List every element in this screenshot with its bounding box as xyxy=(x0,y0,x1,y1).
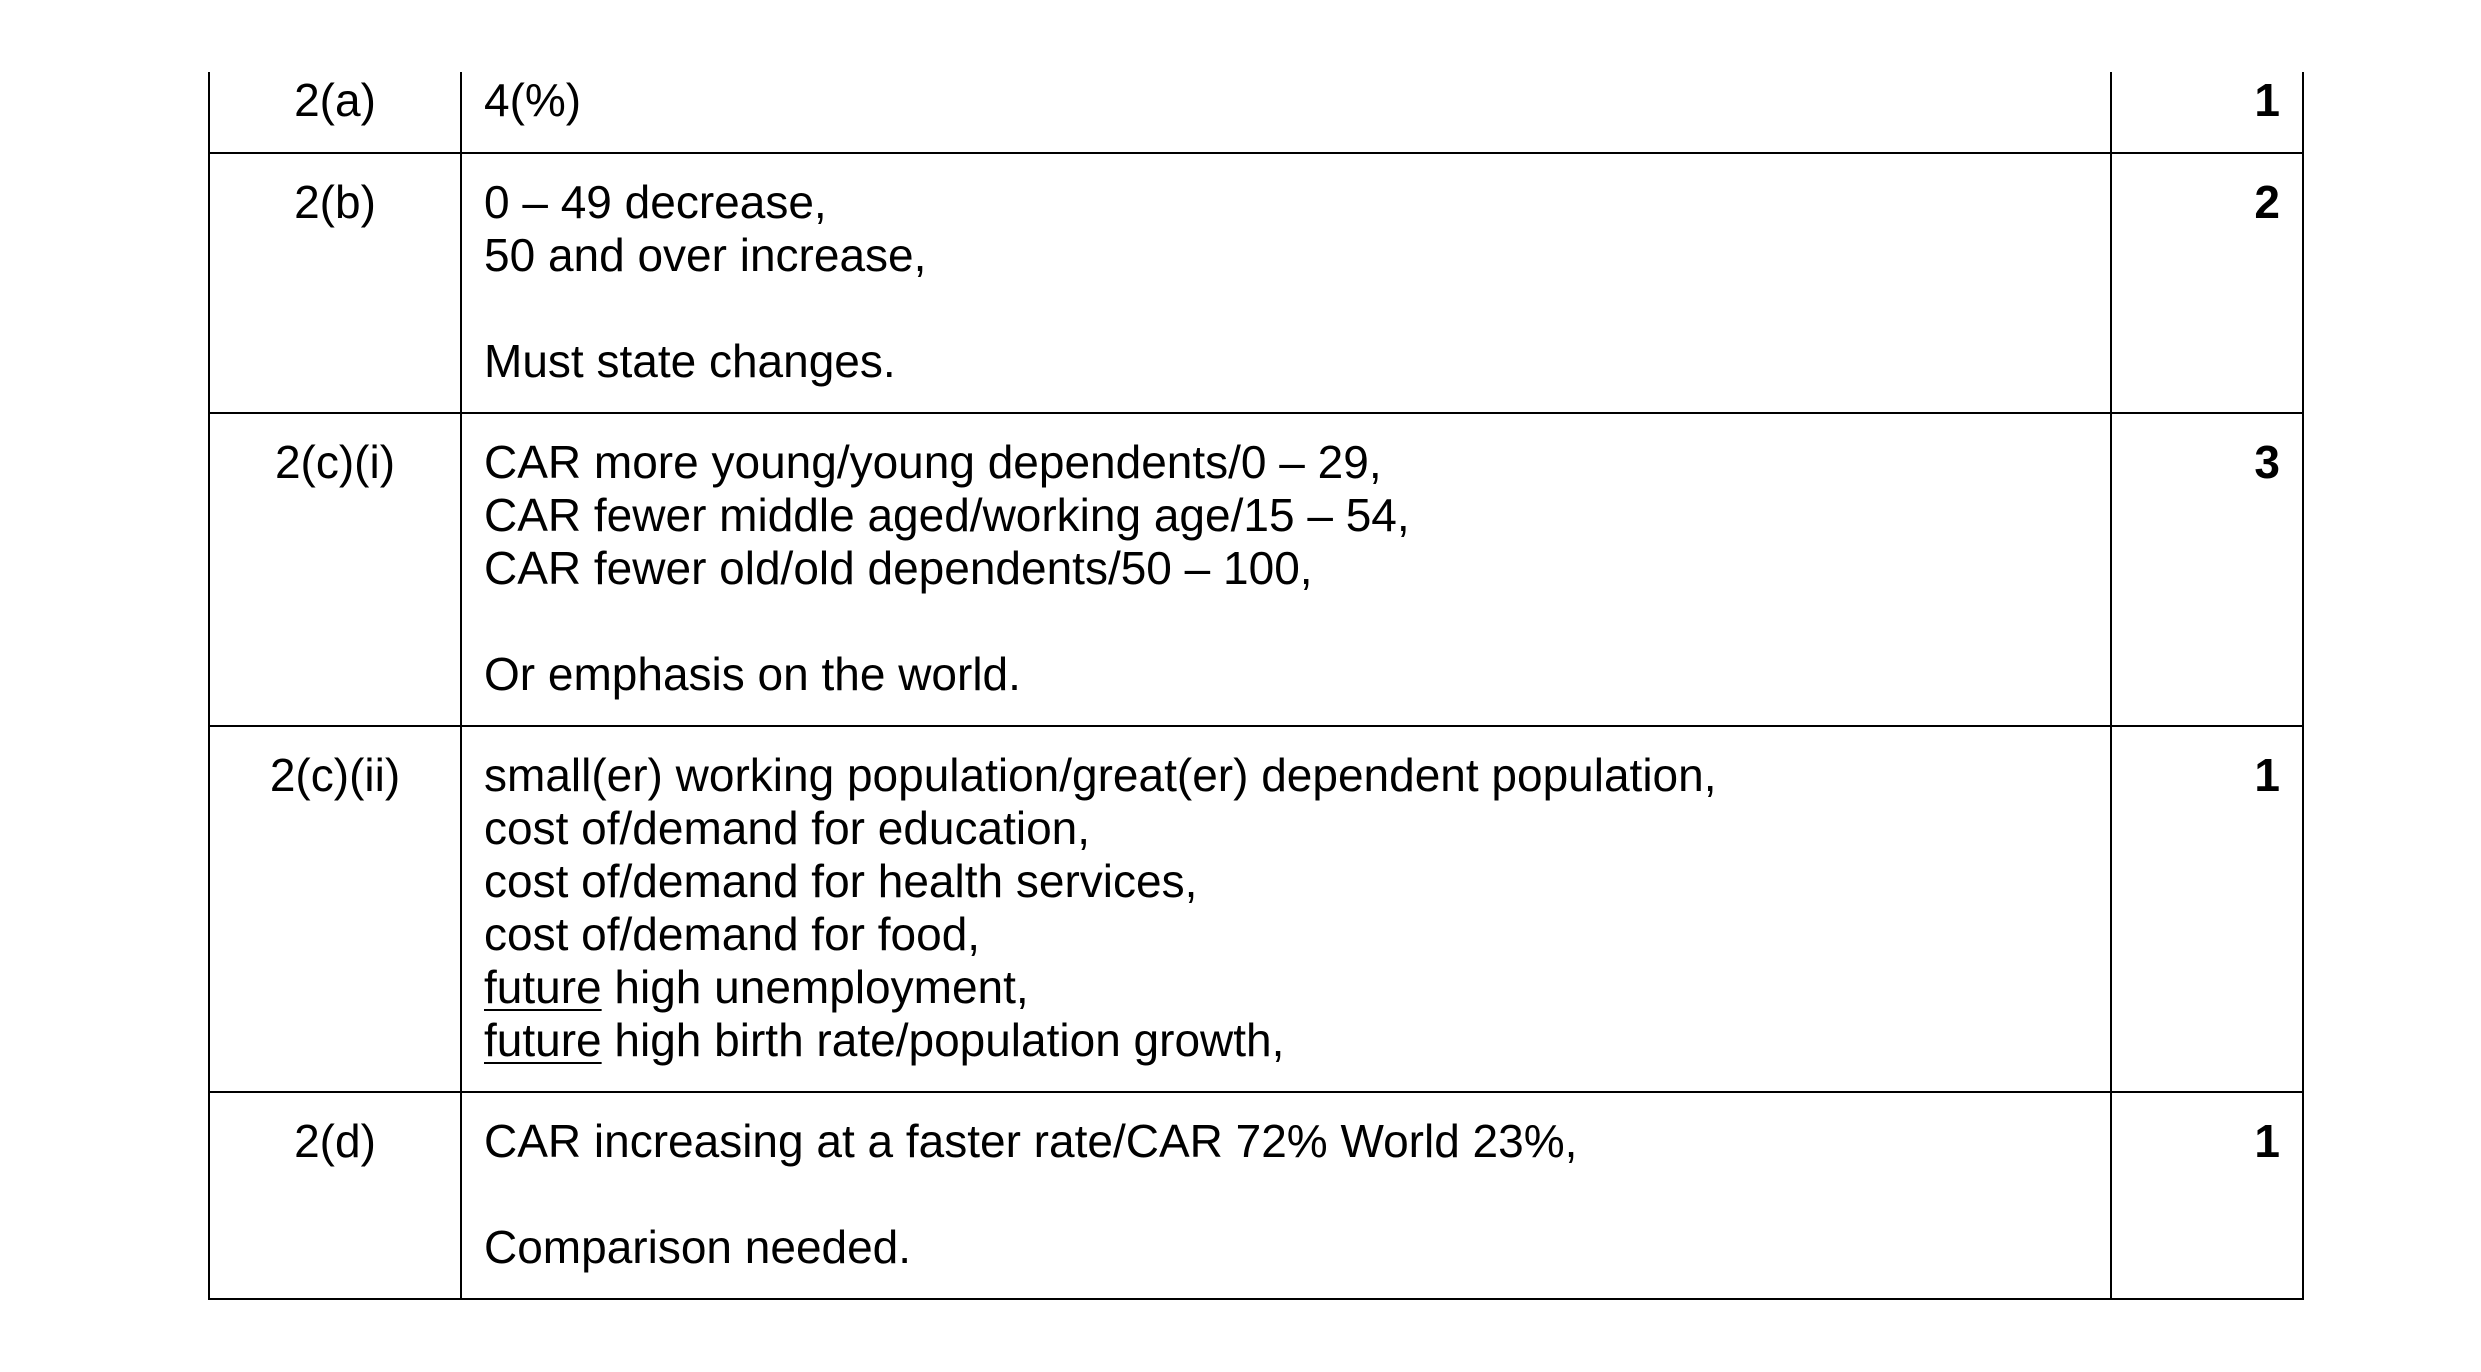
answer-line: CAR increasing at a faster rate/CAR 72% World 23%, xyxy=(484,1115,1578,1167)
answer-cell xyxy=(461,1092,2111,1299)
guidance-note: Or emphasis on the world. xyxy=(484,648,1021,700)
question-number-cell xyxy=(209,1092,461,1299)
answer-line: cost of/demand for food, xyxy=(484,908,981,960)
answer-line: cost of/demand for education, xyxy=(484,802,1091,854)
answer-line-tail: high unemployment, xyxy=(601,961,1029,1013)
underlined-word: future xyxy=(484,961,602,1013)
question-number-cell xyxy=(209,72,461,153)
answer-cell xyxy=(461,153,2111,413)
guidance-note: Comparison needed. xyxy=(484,1221,912,1273)
table-row xyxy=(209,72,2303,153)
marks-cell xyxy=(2111,413,2303,726)
answer-line: cost of/demand for health services, xyxy=(484,855,1198,907)
question-number: 2(d) xyxy=(294,1115,376,1167)
marks-value: 1 xyxy=(2254,74,2280,126)
answer-line: small(er) working population/great(er) dependent population, xyxy=(484,749,1717,801)
question-number: 2(c)(i) xyxy=(274,436,396,488)
question-number: 2(b) xyxy=(294,176,376,228)
table-row xyxy=(209,413,2303,726)
answer-line: 4(%) xyxy=(484,74,582,126)
mark-scheme-table xyxy=(208,72,2304,1300)
marks-cell xyxy=(2111,726,2303,1092)
marks-cell xyxy=(2111,1092,2303,1299)
marks-value: 3 xyxy=(2254,436,2280,488)
answer-cell xyxy=(461,72,2111,153)
question-number-cell xyxy=(209,413,461,726)
marks-value: 2 xyxy=(2254,176,2280,228)
marks-cell xyxy=(2111,72,2303,153)
question-number-cell xyxy=(209,726,461,1092)
table-row xyxy=(209,153,2303,413)
answer-line-tail: high birth rate/population growth, xyxy=(601,1014,1285,1066)
answer-cell xyxy=(461,726,2111,1092)
marks-value: 1 xyxy=(2254,749,2280,801)
question-number: 2(a) xyxy=(294,74,376,126)
marks-cell xyxy=(2111,153,2303,413)
answer-line: CAR more young/young dependents/0 – 29, xyxy=(484,436,1382,488)
answer-line xyxy=(484,961,2110,1014)
answer-cell xyxy=(461,413,2111,726)
answer-line: CAR fewer middle aged/working age/15 – 54, xyxy=(484,489,1410,541)
underlined-word: future xyxy=(484,1014,602,1066)
answer-line xyxy=(484,1014,2110,1067)
table-row xyxy=(209,1092,2303,1299)
answer-line: 0 – 49 decrease, xyxy=(484,176,827,228)
question-number: 2(c)(ii) xyxy=(269,749,401,801)
marks-value: 1 xyxy=(2254,1115,2280,1167)
guidance-note: Must state changes. xyxy=(484,335,896,387)
table-row xyxy=(209,726,2303,1092)
answer-line: CAR fewer old/old dependents/50 – 100, xyxy=(484,542,1313,594)
question-number-cell xyxy=(209,153,461,413)
answer-line: 50 and over increase, xyxy=(484,229,927,281)
